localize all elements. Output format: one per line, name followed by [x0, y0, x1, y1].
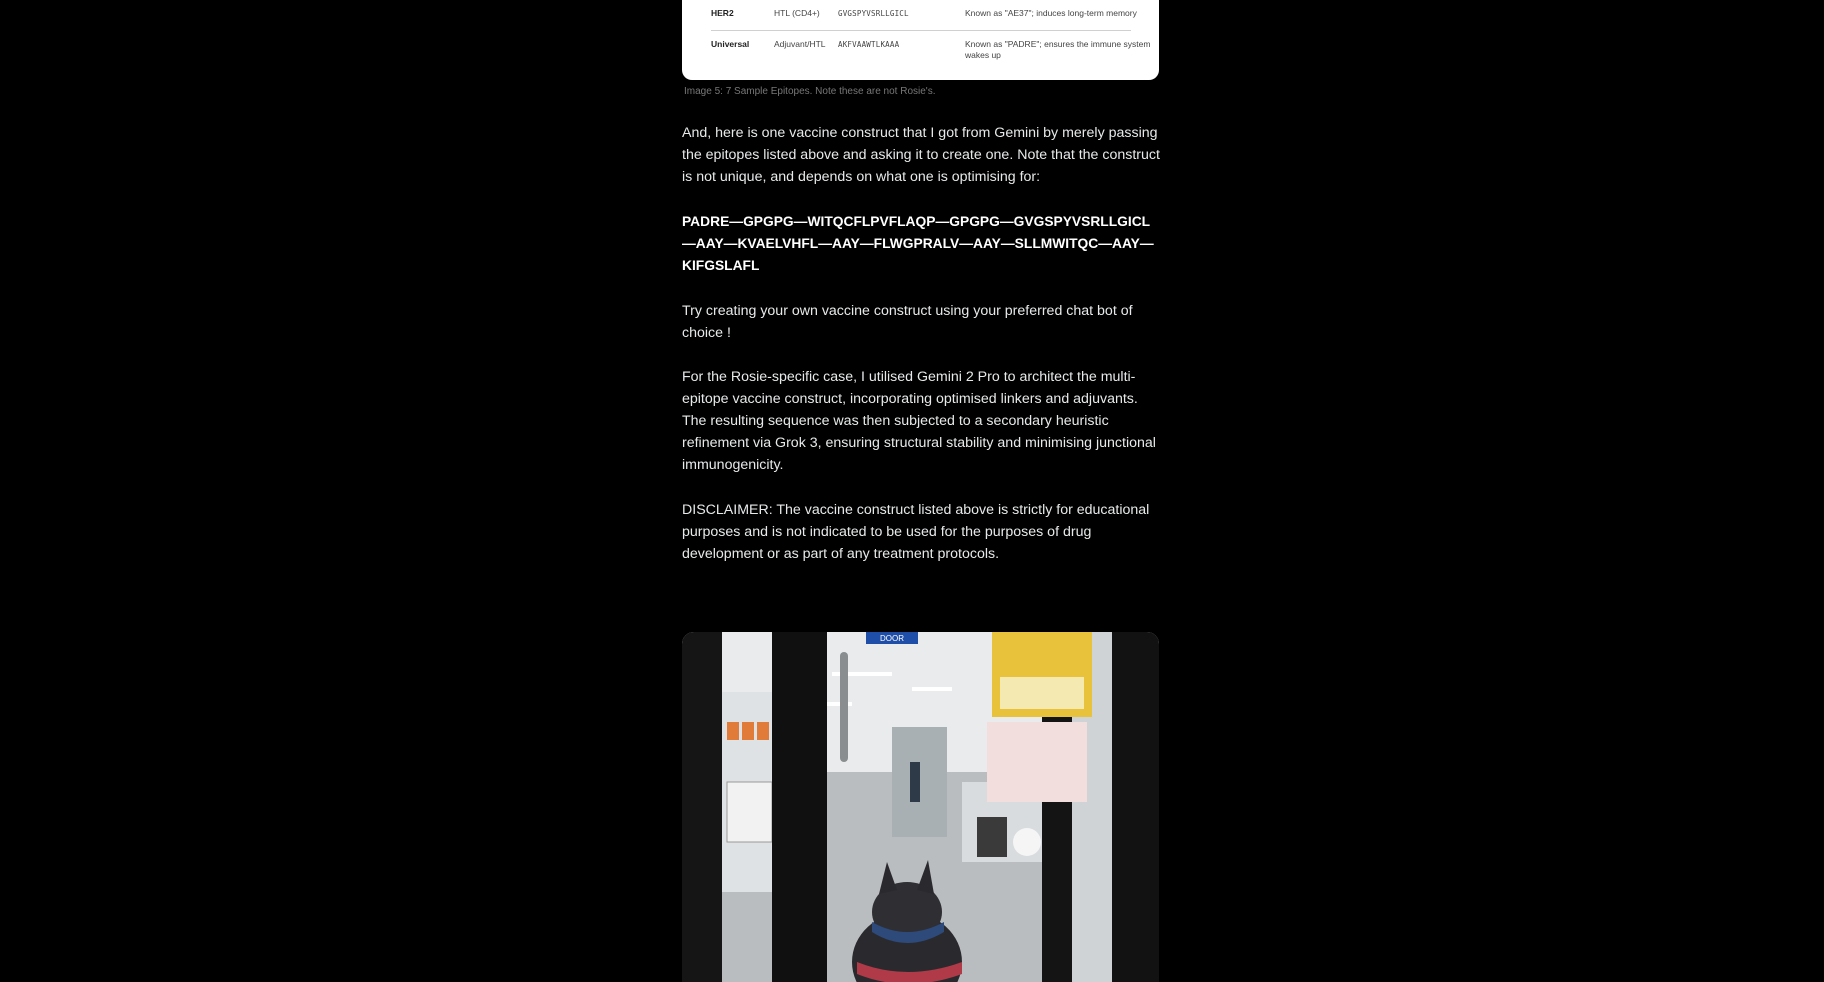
lab-door-dog-photo[interactable]: [682, 632, 1159, 982]
row-target: HER2: [711, 8, 734, 18]
paragraph-rosie: For the Rosie-specific case, I utilised Gemini 2 Pro to architect the multi-epitope vaccine construct, incorporating optimised linkers and adjuvants. The resulting sequence was then subjected to a secondary heuristic refinement via Grok 3, ensuring structural stability and minimising junctional immunogenicity.: [682, 369, 1156, 473]
paragraph-intro: And, here is one vaccine construct that I got from Gemini by merely passing the epitopes listed above and asking it to create one. Note that the construct is not unique, and depends on what one is optimising for:: [682, 125, 1160, 185]
paragraph-disclaimer: DISCLAIMER: The vaccine construct listed above is strictly for educational purposes and is not indicated to be used for the purposes of drug development or as part of any treatment protocols.: [682, 502, 1150, 562]
door-label: DOOR: [880, 634, 904, 643]
paragraph-try: Try creating your own vaccine construct using your preferred chat bot of choice !: [682, 303, 1133, 341]
epitope-table-image[interactable]: [682, 0, 1159, 80]
photo-illustration: [682, 632, 1159, 982]
row-note: Known as "AE37"; induces long-term memory: [965, 8, 1137, 18]
row-sequence: AKFVAAWTLKAAA: [838, 40, 900, 49]
row-sequence: GVGSPYVSRLLGICL: [838, 9, 909, 18]
row-target: Universal: [711, 39, 750, 49]
row-type: HTL (CD4+): [774, 8, 820, 18]
vaccine-construct-sequence: PADRE—GPGPG—WITQCFLPVFLAQP—GPGPG—GVGSPYVSRLLGICL—AAY—KVAELVHFL—AAY—FLWGPRALV—AAY—SLLMWITQC—AAY—KIFGSLAFL: [682, 214, 1154, 273]
row-type: Adjuvant/HTL: [774, 39, 826, 49]
table-divider: [711, 30, 1131, 31]
image-caption: Image 5: 7 Sample Epitopes. Note these are not Rosie's.: [684, 86, 936, 97]
row-note: Known as "PADRE"; ensures the immune system wakes up: [965, 39, 1151, 60]
